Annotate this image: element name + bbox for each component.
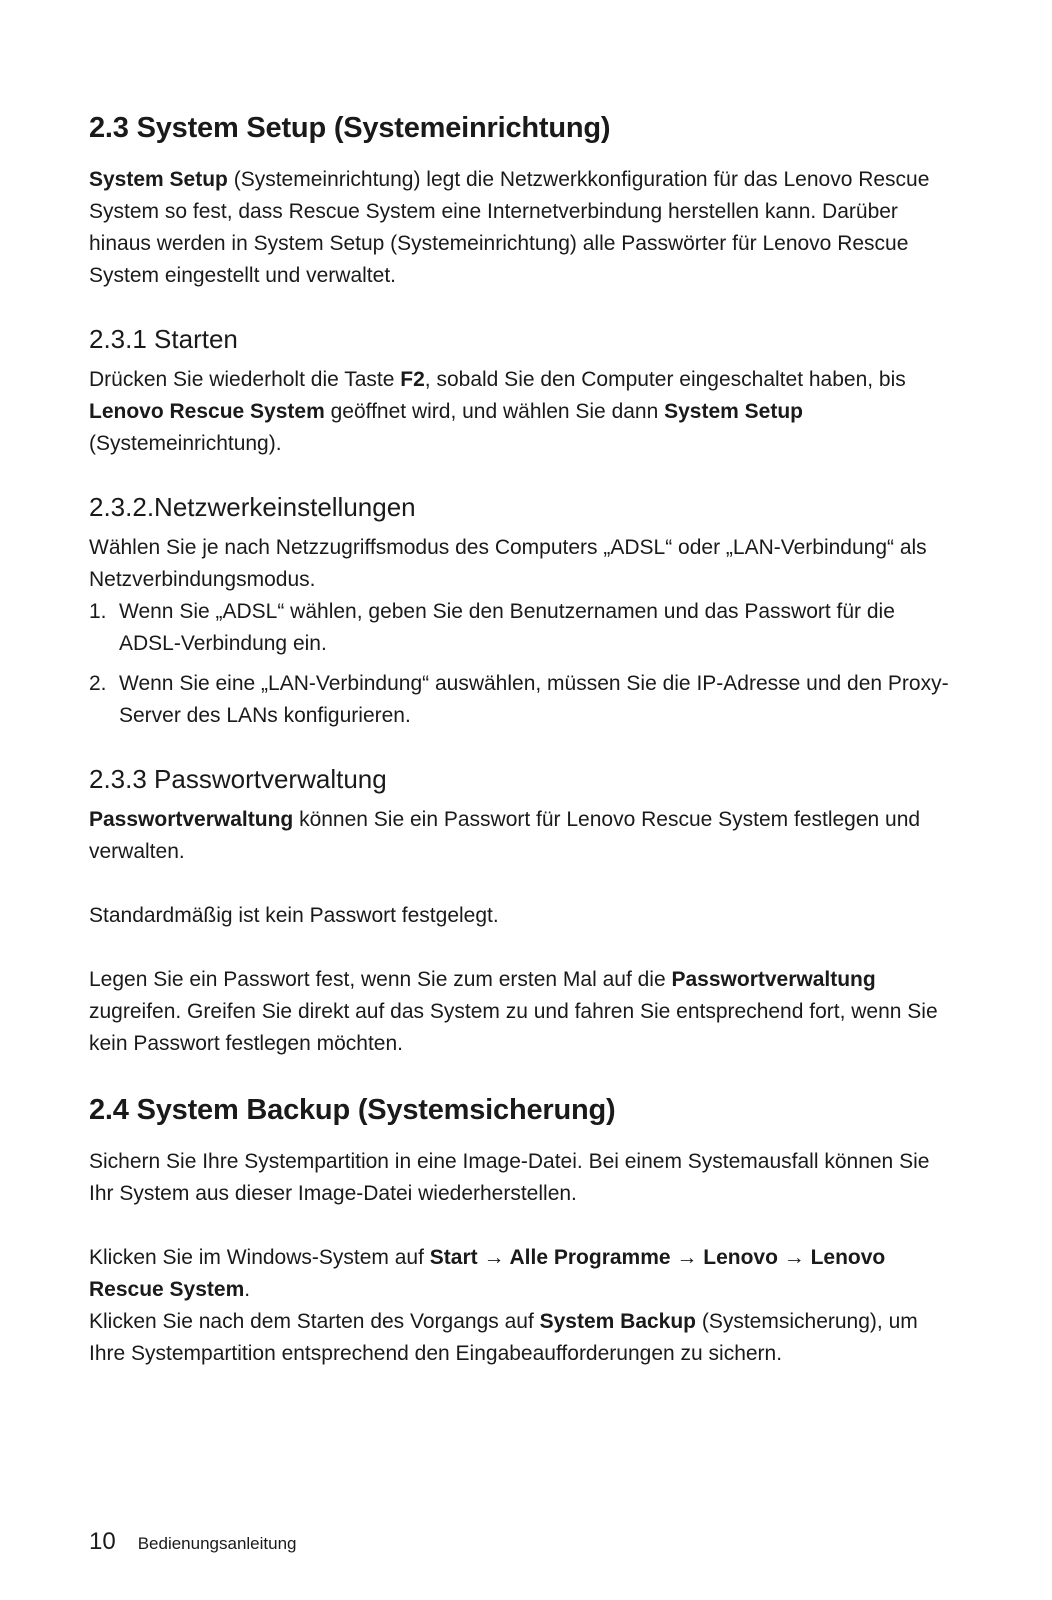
section-2-3-3-paragraph-3: Legen Sie ein Passwort fest, wenn Sie zum ersten Mal auf die Passwortverwaltung zugreifen. Greifen Sie direkt auf das System zu und fahren Sie entsprechend fort, wenn Sie kein Passwort festlegen möchten. <box>89 968 938 1055</box>
network-options-list <box>89 596 949 732</box>
section-2-4-title: 2.4 System Backup (Systemsicherung) <box>89 1094 616 1126</box>
section-2-3-3-paragraph-2: Standardmäßig ist kein Passwort festgelegt. <box>89 904 499 927</box>
footer-title: Bedienungsanleitung <box>137 1534 297 1553</box>
section-2-3-1-paragraph: Drücken Sie wiederholt die Taste F2, sobald Sie den Computer eingeschaltet haben, bis Lenovo Rescue System geöffnet wird, und wählen Sie dann System Setup (Systemeinrichtung). <box>89 368 906 455</box>
page-number: 10 <box>89 1528 116 1555</box>
list-item: 1. Wenn Sie „ADSL“ wählen, geben Sie den Benutzernamen und das Passwort für die ADSL-Verbindung ein. <box>89 600 895 655</box>
section-2-3-1-title: 2.3.1 Starten <box>89 324 238 354</box>
page-content <box>89 108 949 1370</box>
section-2-3-2-title: 2.3.2.Netzwerkeinstellungen <box>89 492 416 522</box>
section-2-4-paragraph-1: Sichern Sie Ihre Systempartition in eine Image-Datei. Bei einem Systemausfall können Sie Ihr System aus dieser Image-Datei wiederherstellen. <box>89 1150 930 1205</box>
page-footer <box>89 1528 297 1556</box>
section-2-4-paragraph-3: Klicken Sie nach dem Starten des Vorgangs auf System Backup (Systemsicherung), um Ihre Systempartition entsprechend den Eingabeaufforderungen zu sichern. <box>89 1310 918 1365</box>
section-2-3-3-title: 2.3.3 Passwortverwaltung <box>89 764 387 794</box>
list-item: 2. Wenn Sie eine „LAN-Verbindung“ auswählen, müssen Sie die IP-Adresse und den Proxy-Server des LANs konfigurieren. <box>89 672 949 727</box>
section-2-3-paragraph: System Setup (Systemeinrichtung) legt die Netzwerkkonfiguration für das Lenovo Rescue System so fest, dass Rescue System eine Internetverbindung herstellen kann. Darüber hinaus werden in System Setup (Systemeinrichtung) alle Passwörter für Lenovo Rescue System eingestellt und verwaltet. <box>89 168 930 287</box>
section-2-3-title: 2.3 System Setup (Systemeinrichtung) <box>89 112 611 144</box>
section-2-3-3-paragraph-1: Passwortverwaltung können Sie ein Passwort für Lenovo Rescue System festlegen und verwalten. <box>89 808 921 863</box>
section-2-3-2-intro: Wählen Sie je nach Netzzugriffsmodus des Computers „ADSL“ oder „LAN-Verbindung“ als Netzverbindungsmodus. <box>89 536 927 591</box>
section-2-4-paragraph-2: Klicken Sie im Windows-System auf Start → Alle Programme → Lenovo → Lenovo Rescue System. <box>89 1246 886 1301</box>
